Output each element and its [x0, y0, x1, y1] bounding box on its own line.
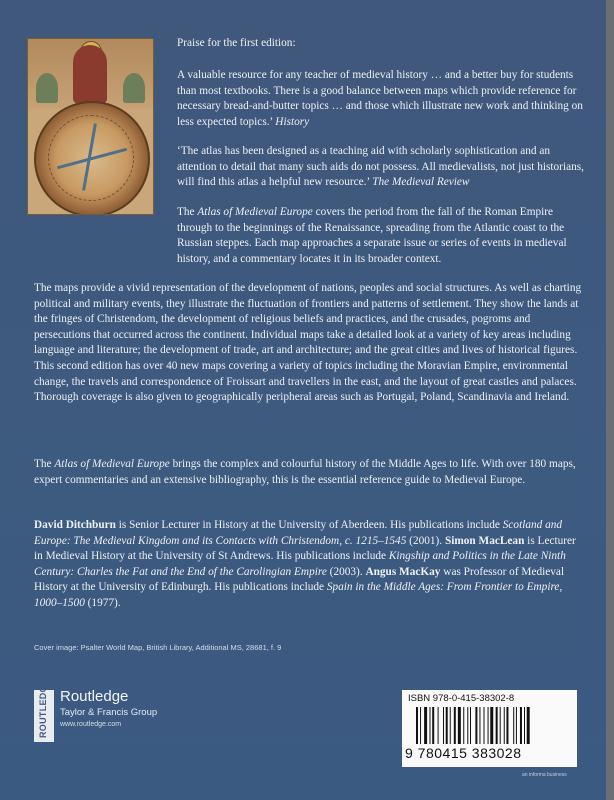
- description-paragraph-3: The Atlas of Medieval Europe brings the complex and colourful history of the Middle Ages to life. With over 180 maps, expert commentaries and an extensive bibliography, this is the essential reference guide to Medieval Europe.: [34, 458, 576, 486]
- review-quote-history: [177, 68, 587, 130]
- author-bios: David Ditchburn is Senior Lecturer in History at the University of Aberdeen. His publications include Scotland and Europe: The Medieval Kingdom and its Contacts with Christendom, c. 1215–1545 (2001). Simon MacLean is Lecturer in Medieval History at the University of St Andrews. His publications include Kingship and Politics in the Late Ninth Century: Charles the Fat and the End of the Carolingian Empire (2003). Angus MacKay was Professor of Medieval History at the University of Edinburgh. His publications include Spain in the Middle Ages: From Frontier to Empire, 1000–1500 (1977).: [34, 519, 576, 609]
- barcode-digits: 9 780415 383028: [405, 745, 522, 761]
- routledge-mark-icon: ROUTLEDGE: [34, 690, 54, 742]
- quote-source: The Medieval Review: [372, 176, 470, 189]
- informa-note: an informa business: [522, 772, 567, 778]
- book-title: Atlas of Medieval Europe: [54, 458, 170, 470]
- quote-source: History: [275, 115, 310, 128]
- author-book: Spain in the Middle Ages: From Frontier to Empire, 1000–1500: [34, 581, 563, 609]
- review-quote-medieval-review: [177, 144, 587, 191]
- description-paragraph-1: The Atlas of Medieval Europe covers the period from the fall of the Roman Empire through to the beginnings of the Renaissance, spreading from the Atlantic coast to the Russian steppes. Each map approaches a separate issue or series of events in medieval history, and a commentary locates it in its broader context.: [177, 206, 567, 265]
- description-paragraph-2: The maps provide a vivid representation of the development of nations, peoples and social structures. As well as charting political and military events, they illustrate the fluctuation of frontiers and patterns of settlement. They show the lands at the fringes of Christendom, the development of religious beliefs and practices, and the crusades, pogroms and persecutions that occurred across the continent. Individual maps take a detailed look at a variety of key areas including language and literature; the development of trade, art and architecture; and the great cities and lives of historical figures. This second edition has over 40 new maps covering a variety of topics including the Moravian Empire, environmental change, the travels and correspondence of Froissart and travellers in the east, and the layout of great castles and palaces. Thorough coverage is also given to geographically peripheral areas such as Portugal, Poland, Scandinavia and Ireland.: [34, 282, 582, 404]
- publisher-logo: [34, 678, 194, 740]
- publisher-url: www.routledge.com: [60, 721, 122, 728]
- author-name: Simon MacLean: [444, 534, 525, 547]
- publisher-name: Routledge: [60, 688, 129, 705]
- spine-edge: [606, 0, 614, 800]
- publisher-group: Taylor & Francis Group: [60, 707, 158, 718]
- author-book: Scotland and Europe: The Medieval Kingdom and its Contacts with Christendom, c. 1215–1545: [34, 519, 563, 547]
- author-book: Kingship and Politics in the Late Ninth Century: Charles the Fat and the End of the Carolingian Empire: [34, 550, 566, 578]
- barcode-icon: [416, 707, 568, 744]
- quote-text: A valuable resource for any teacher of medieval history … and a better buy for students than most textbooks. There is a good balance between maps which provide reference for necessary bread-and-butter topics … and those which illustrate new work and thinking on less expected topics.’: [177, 69, 583, 128]
- isbn-barcode: [402, 690, 577, 767]
- psalter-map-image: [27, 38, 154, 215]
- isbn-label: ISBN 978-0-415-38302-8: [408, 693, 515, 704]
- author-name: Angus MacKay: [365, 565, 441, 578]
- book-title: Atlas of Medieval Europe: [197, 206, 313, 218]
- cover-image-credit: Cover image: Psalter World Map, British Library, Additional MS, 28681, f. 9: [34, 643, 282, 652]
- quote-text: ‘The atlas has been designed as a teaching aid with scholarly sophistication and an attention to detail that many such aids do not possess. All medievalists, not just historians, will find this atlas a helpful new resource.’: [177, 145, 584, 189]
- praise-heading: Praise for the first edition:: [177, 37, 296, 49]
- author-name: David Ditchburn: [34, 519, 116, 531]
